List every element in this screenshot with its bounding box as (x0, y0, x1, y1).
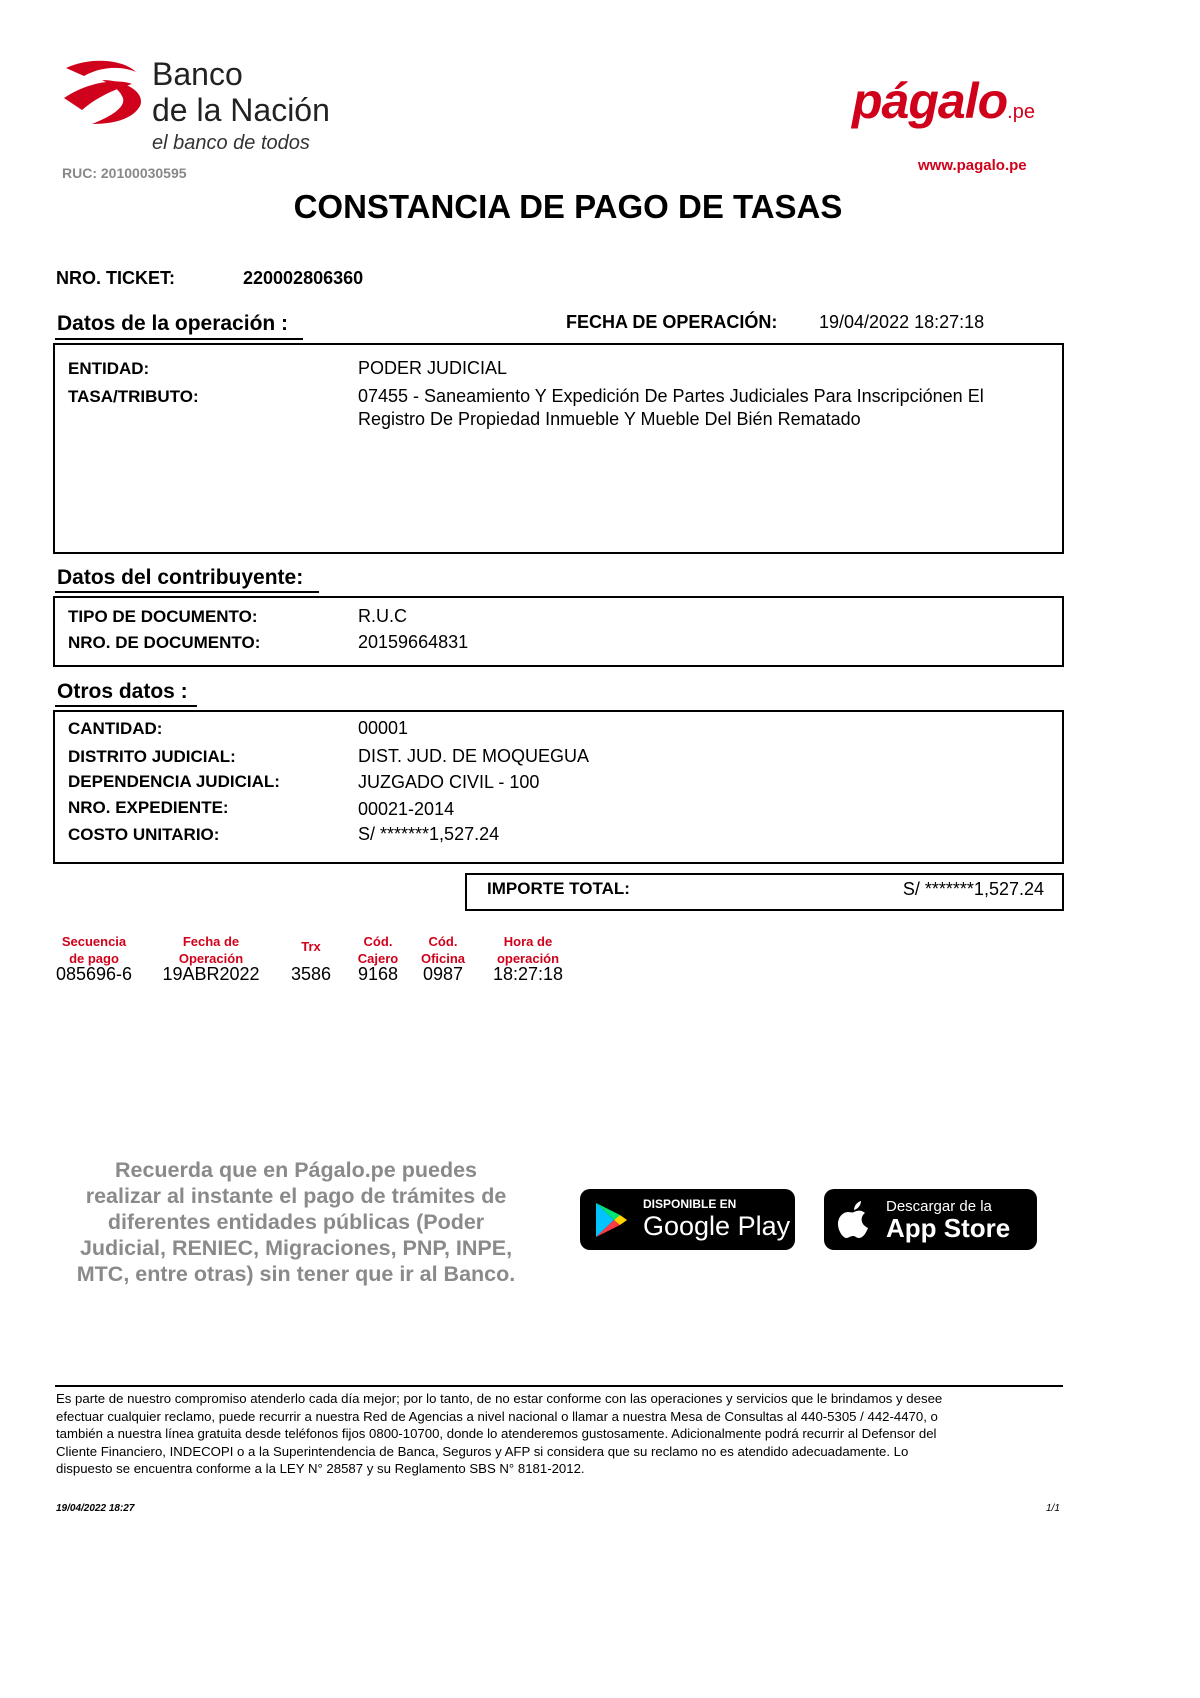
cajero-header-line2: Cajero (357, 951, 399, 966)
pagalo-logo-main: págalo (852, 73, 1008, 129)
cantidad-value: 00001 (358, 718, 409, 738)
bank-name-line1: Banco (152, 56, 243, 92)
footer-line1: Es parte de nuestro compromiso atenderlo cada día mejor; por lo tanto, de no estar conforme con las operaciones y servicios que le brindamos y desee (56, 1391, 943, 1406)
hora-header-line2: operación (496, 951, 560, 966)
pagalo-logo-suffix: .pe (1007, 101, 1035, 123)
costo-unitario-label: COSTO UNITARIO: (68, 825, 220, 844)
footer-page-number: 1/1 (1046, 1503, 1060, 1514)
hora-header (484, 933, 572, 967)
pagalo-url[interactable]: www.pagalo.pe (918, 157, 1027, 174)
banco-nacion-logo-icon (62, 58, 146, 126)
fecha-operacion-value: 19/04/2022 18:27:18 (819, 312, 985, 332)
nro-documento-label: NRO. DE DOCUMENTO: (68, 633, 261, 652)
fecha-operacion-label: FECHA DE OPERACIÓN: (566, 312, 778, 332)
oficina-header-line2: Oficina (420, 951, 466, 966)
trx-header: Trx (301, 939, 321, 954)
bank-slogan: el banco de todos (152, 132, 310, 154)
operation-title-underline (55, 338, 303, 340)
google-play-big-text: Google Play (643, 1211, 791, 1241)
nro-documento-value: 20159664831 (358, 632, 469, 652)
expediente-label: NRO. EXPEDIENTE: (68, 798, 229, 817)
operation-box (53, 343, 1064, 554)
promo-line3: diferentes entidades públicas (Poder (107, 1210, 485, 1234)
app-store-big-text: App Store (886, 1213, 1011, 1243)
promo-text (40, 1157, 552, 1287)
footer-line5: dispuesto se encuentra conforme a la LEY N° 28587 y su Reglamento SBS N° 8181-2012. (56, 1461, 585, 1476)
contribuyente-section-title: Datos del contribuyente: (57, 566, 304, 589)
secuencia-header (52, 933, 136, 967)
bank-ruc: RUC: 20100030595 (62, 165, 187, 181)
google-play-icon (594, 1201, 628, 1239)
tasa-value-line1: 07455 - Saneamiento Y Expedición De Partes Judiciales Para Inscripciónen El (358, 386, 984, 406)
page-title: CONSTANCIA DE PAGO DE TASAS (293, 188, 843, 225)
bank-name-line2: de la Nación (152, 92, 330, 128)
secuencia-header-line1: Secuencia (61, 934, 127, 949)
contribuyente-title-underline (55, 591, 319, 593)
fecha-op-header-line2: Operación (178, 951, 244, 966)
pagalo-logo (852, 72, 1035, 130)
ticket-value: 220002806360 (243, 268, 364, 288)
google-play-small-text: DISPONIBLE EN (643, 1197, 737, 1211)
cajero-header (350, 933, 406, 967)
google-play-button[interactable] (580, 1189, 795, 1250)
otros-section-title: Otros datos : (57, 680, 188, 703)
fecha-op-header (158, 933, 264, 967)
cajero-header-line1: Cód. (363, 934, 393, 949)
importe-total-value: S/ *******1,527.24 (902, 879, 1044, 899)
promo-line2: realizar al instante el pago de trámites de (85, 1184, 507, 1208)
cajero-value: 9168 (357, 964, 399, 984)
trx-value: 3586 (290, 964, 332, 984)
expediente-value: 00021-2014 (358, 799, 455, 819)
tipo-documento-label: TIPO DE DOCUMENTO: (68, 607, 258, 626)
footer-line4: Cliente Financiero, INDECOPI o a la Superintendencia de Banca, Seguros y AFP si considera que su reclamo no es atendido adecuadamente. Lo (56, 1443, 909, 1459)
distrito-label: DISTRITO JUDICIAL: (68, 747, 236, 766)
cantidad-label: CANTIDAD: (68, 719, 163, 738)
costo-unitario-value: S/ *******1,527.24 (358, 824, 500, 844)
app-store-small-text: Descargar de la (886, 1198, 992, 1215)
app-store-button[interactable] (824, 1189, 1037, 1250)
oficina-header-line1: Cód. (428, 934, 458, 949)
dependencia-value: JUZGADO CIVIL - 100 (358, 772, 540, 792)
secuencia-header-line2: de pago (69, 951, 119, 966)
hora-value: 18:27:18 (492, 964, 564, 984)
entidad-value: PODER JUDICIAL (358, 358, 508, 378)
dependencia-label: DEPENDENCIA JUDICIAL: (68, 772, 280, 791)
fecha-op-header-line1: Fecha de (182, 934, 240, 949)
otros-title-underline (55, 705, 197, 707)
fecha-op-value: 19ABR2022 (162, 964, 260, 984)
footer-line3: también a nuestra línea gratuita desde teléfonos fijos 0800-10700, donde lo atenderemos gustosamente. Adicionalmente podrá recurrir al Defensor del (56, 1426, 937, 1441)
entidad-label: ENTIDAD: (68, 359, 150, 378)
operation-section-title: Datos de la operación : (57, 312, 289, 335)
tasa-label: TASA/TRIBUTO: (68, 387, 199, 406)
promo-line5: MTC, entre otras) sin tener que ir al Banco. (76, 1262, 516, 1286)
tasa-value-line2: Registro De Propiedad Inmueble Y Mueble Del Bién Rematado (358, 409, 861, 429)
footer-disclaimer (56, 1390, 1064, 1478)
importe-total-label: IMPORTE TOTAL: (487, 879, 630, 898)
promo-line1: Recuerda que en Págalo.pe puedes (114, 1158, 478, 1182)
footer-line2: efectuar cualquier reclamo, puede recurrir a nuestra Red de Agencias a nivel nacional o llamar a nuestra Mesa de Consultas al 440-5305 / 442-4470, o (56, 1408, 938, 1424)
footer-divider (55, 1385, 1063, 1387)
oficina-value: 0987 (422, 964, 464, 984)
footer-timestamp: 19/04/2022 18:27 (56, 1503, 135, 1514)
oficina-header (414, 933, 472, 967)
distrito-value: DIST. JUD. DE MOQUEGUA (358, 746, 590, 766)
apple-icon (838, 1201, 870, 1239)
promo-line4: Judicial, RENIEC, Migraciones, PNP, INPE, (79, 1236, 513, 1260)
secuencia-value: 085696-6 (55, 964, 133, 984)
hora-header-line1: Hora de (503, 934, 553, 949)
ticket-label: NRO. TICKET: (56, 268, 175, 288)
tipo-documento-value: R.U.C (358, 606, 407, 626)
